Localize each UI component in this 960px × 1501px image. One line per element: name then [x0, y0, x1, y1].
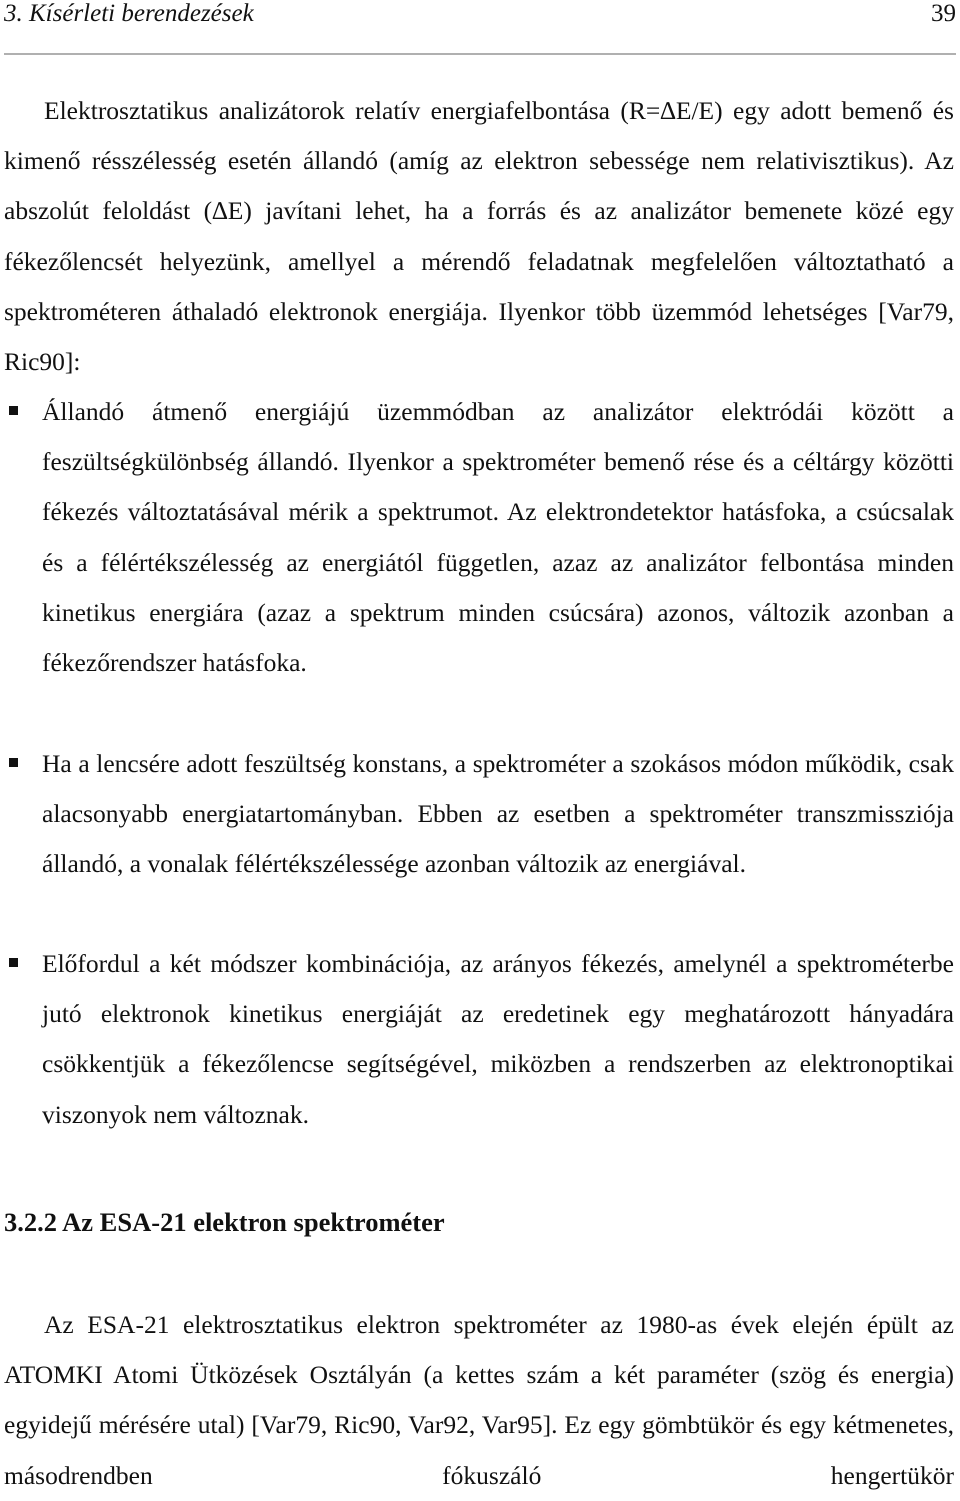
page-header — [0, 0, 960, 34]
chapter-title: 3. Kísérleti berendezések — [4, 0, 254, 27]
page-number: 39 — [931, 0, 956, 27]
list-item-text: Ha a lencsére adott feszültség konstans, a spektrométer a szokásos módon működik, csak alacsonyabb energiatartományban. Ebben az esetben a spektrométer transzmissziója állandó, a vonalak félértékszélessége azonban változik az energiával. — [42, 749, 954, 879]
square-bullet-icon — [9, 406, 18, 415]
square-bullet-icon — [9, 958, 18, 967]
list-item-text: Előfordul a két módszer kombinációja, az arányos fékezés, amelynél a spektrométerbe jutó elektronok kinetikus energiáját az eredetinek egy meghatározott hányadára csökkentjük a fékezőlencse segítségével, miközben a rendszerben az elektronoptikai viszonyok nem változnak. — [42, 949, 954, 1129]
section-paragraph: Az ESA-21 elektrosztatikus elektron spektrométer az 1980-as évek elején épült az ATOMKI Atomi Ütközések Osztályán (a kettes szám a két paraméter (szög és energia) egyidejű mérésére utal) [Var79, Ric90, Var92, Var95]. Ez egy gömbtükör és egy kétmenetes, másodrendben fókuszáló hengertükör — [4, 1310, 954, 1490]
square-bullet-icon — [9, 758, 18, 767]
section-heading: 3.2.2 Az ESA-21 elektron spektrométer — [4, 1207, 445, 1237]
list-item — [42, 387, 954, 688]
header-divider — [4, 53, 956, 55]
list-item — [42, 939, 954, 1140]
intro-paragraph: Elektrosztatikus analizátorok relatív energiafelbontása (R=∆E/E) egy adott bemenő és kimenő résszélesség esetén állandó (amíg az elektron sebessége nem relativisztikus). Az abszolút feloldást (∆E) javítani lehet, ha a forrás és az analizátor bemenete közé egy fékezőlencsét helyezünk, amellyel a mérendő feladatnak megfelelően változtatható a spektrométeren áthaladó elektronok energiája. Ilyenkor több üzemmód lehetséges [Var79, Ric90]: — [4, 96, 954, 377]
list-item — [42, 739, 954, 890]
list-item-text: Állandó átmenő energiájú üzemmódban az analizátor elektródái között a feszültségkülönbség állandó. Ilyenkor a spektrométer bemenő rése és a céltárgy közötti fékezés változtatásával mérik a spektrumot. Az elektrondetektor hatásfoka, a csúcsalak és a félértékszélesség az energiától független, azaz az analizátor felbontása minden kinetikus energiára (azaz a spektrum minden csúcsára) azonos, változik azonban a fékezőrendszer hatásfoka. — [42, 397, 954, 678]
